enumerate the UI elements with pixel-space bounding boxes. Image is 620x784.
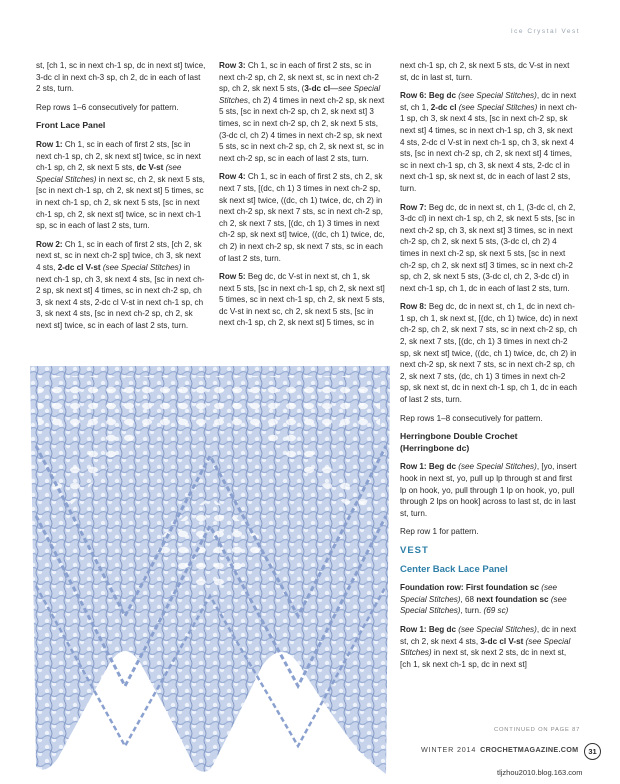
note: (see Special Stitches): [455, 91, 537, 101]
note: (see Special Stitches): [36, 163, 182, 184]
row-label: Row 4:: [219, 172, 246, 182]
row-label: Row 3:: [219, 61, 246, 70]
text: , ch 2) 4 times in next ch-2 sp, sk next 5 sts, [sc in next ch-2 sp, ch 2, sk next st] 3 times, sc in next ch-2 sp, ch 2, sk next 5 sts, (3-dc cl, ch 2) 4 times in next ch-2 sp, sk next 5 sts, sc in next ch-2 sp, ch 2, sk next st, sc in next ch-2 sp, sc in each of last 2 sts, turn.: [219, 95, 385, 163]
note: (see Special Stitches): [455, 624, 537, 634]
section-heading-front-lace-panel: Front Lace Panel: [36, 120, 106, 131]
herringbone-row-1: [400, 461, 578, 519]
row-3-instructions: [219, 60, 385, 164]
foundation-row: [400, 582, 578, 617]
stitch-term: 3-dc cl: [304, 84, 331, 94]
text: Beg dc, dc V-st in next st, ch 1, sk next 5 sts, [sc in next ch-1 sp, ch 2, sk next st] 5 times, sc in next ch-1 sp, ch 2, sk next 5 sts, dc V-st in next sc, ch 2, sk next 5 sts, [sc in next ch-1 sp, ch 2, sk next st] 5 times, sc in: [219, 272, 385, 328]
section-heading-vest: VEST: [400, 544, 429, 556]
paragraph: next ch-1 sp, ch 2, sk next 5 sts, dc V-st in next st, dc in last st, turn.: [400, 61, 570, 82]
row-7-instructions: [400, 202, 578, 295]
continued-note: CONTINUED ON PAGE 87: [494, 727, 581, 733]
row-6-instructions: [400, 90, 578, 194]
watermark: tljzhou2010.blog.163.com: [497, 768, 583, 777]
text: Ch 1, sc in each of first 2 sts, sc in next ch-2 sp, ch 2, sk next st, sc in next ch-2 sp, ch 2, sk next 5 sts, (: [219, 61, 379, 94]
row-label: Row 1: Beg dc: [400, 624, 456, 634]
text: Beg dc, dc in next st, ch 1, dc in next ch-1 sp, ch 1, sk next st, [(dc, ch 1) twice, dc) in next ch-2 sp, ch 2, sk next 7 sts, sc in next ch-2 sp, ch 2, sk next 7 sts, [(dc, ch 1) 3 times in next ch-2 sp, sk next st] twice, ((dc, ch 1) twice, dc, ch 2) in next ch-2 sp, sk next 7 sts, sc in next ch-2 sp, ch 2, sk next 7 sts, (dc, ch 1) 3 times in next ch-2 sp, sk next st, dc in next ch-1 sp, ch 1, dc in each of last 2 sts, turn.: [400, 302, 578, 405]
row-label: Row 7:: [400, 202, 427, 212]
column-2: [219, 60, 385, 336]
stitch-term: 3-dc cl V-st: [480, 636, 524, 646]
text: , [yo, insert hook in next st, yo, pull up lp through st and first lp on hook, yo, pull through 1 lp on hook, yo, pull through 2 lps on hook] across to last st, dc in last st, turn.: [400, 462, 577, 518]
text: , dc in next st, ch 2, sk next 4 sts,: [400, 624, 577, 646]
text: in next ch-1 sp, ch 3, sk next 4 sts, [sc in next ch-2 sp, sk next st] 4 times, sc in next ch-1 sp, ch 3, sk next 4 sts, 2-dc cl V-st in next ch-1 sp, ch 3, sk next 4 sts, [sc in next ch-2 sp, ch 2, sk next st] 4 times, sc in next ch-1 sp, ch 3, sk next 4 sts, 2-dc cl in next ch-1 sp, sk next st, dc in each of last 2 sts, turn.: [400, 102, 578, 193]
text: in next st, sk next 2 sts, dc in next st, [ch 1, sk next ch-1 sp, dc in next st]: [400, 648, 567, 669]
paragraph: Rep rows 1–6 consecutively for pattern.: [36, 102, 179, 112]
row-4-instructions: [219, 171, 385, 264]
row-1-instructions: [36, 139, 206, 232]
row-label: Row 8:: [400, 302, 427, 312]
paragraph: Rep row 1 for pattern.: [400, 527, 479, 537]
text: in next sc, ch 2, sk next 5 sts, [sc in next ch-1 sp, ch 2, sk next st] 5 times, sc in next ch-1 sp, ch 2, sk next 5 sts, [sc in next ch-1 sp, ch 2, sk next st] twice, sc in next ch-1 sp, sc in each of last 2 sts, turn.: [36, 174, 205, 231]
note: (see Special Stitches): [100, 262, 182, 272]
text: Beg dc, dc in next st, ch 1, (3-dc cl, ch 2, 3-dc cl) in next ch-1 sp, ch 2, sk next 5 sts, [sc in next ch-2 sp, ch 3, sk next st] 3 times, sc in next ch-2 sp, ch 2, sk next 5 sts, (3-dc cl, ch 2) 4 times in next ch-2 sp, sk next 5 sts, [sc in next ch-2 sp, ch 2, sk next st] 3 times, sc in next ch-2 sp, ch 2, sk next 5 sts, (3-dc cl, ch 2, 3-dc cl) in next ch-1 sp, ch 1, dc in each of last 2 sts, turn.: [400, 202, 576, 293]
note: (see Special Stitches): [400, 636, 571, 658]
note: —see Special Stitches: [219, 84, 381, 105]
issue-season: WINTER 2014: [421, 745, 477, 754]
page-number: 31: [584, 743, 601, 760]
row-label: Foundation row: First foundation sc: [400, 583, 540, 593]
note: (see Special Stitches): [400, 583, 558, 604]
row-5-instructions: [219, 271, 385, 329]
row-label: Row 1: Beg dc: [400, 462, 456, 472]
row-2-instructions: [36, 239, 206, 332]
stitch-term: dc V-st: [136, 163, 164, 173]
note: (see Special Stitches): [400, 594, 567, 616]
heading-line: Herringbone Double Crochet: [400, 431, 518, 442]
text: , turn.: [460, 606, 484, 616]
text: Ch 1, sc in each of first 2 sts, [ch 2, sk next st, sc in next ch-2 sp] twice, ch 3, sk next 4 sts,: [36, 239, 202, 272]
column-1: [36, 60, 206, 338]
stitch-term: 2-dc cl V-st: [57, 262, 101, 272]
row-label: Row 1:: [36, 139, 63, 149]
column-3: [400, 60, 578, 677]
text: , dc in next st, ch 1,: [400, 91, 577, 112]
row-label: Row 6: Beg dc: [400, 91, 456, 101]
row-label: Row 2:: [36, 239, 63, 249]
text: Ch 1, sc in each of first 2 sts, ch 2, sk next 7 sts, [(dc, ch 1) 3 times in next ch-2 sp, sk next st] twice, ((dc, ch 1) twice, dc, ch 2) in next ch-2 sp, sk next 7 sts, sc in next ch-2 sp, ch 2, sk next 7 sts, [(dc, ch 1) 3 times in next ch-2 sp, sk next st] twice, ((dc, ch 1) twice, dc, ch 2) in next ch-2 sp, sk next 7 sts, sc in each of last 2 sts, turn.: [219, 172, 385, 263]
stitch-term: 2-dc cl: [430, 102, 457, 112]
paragraph: st, [ch 1, sc in next ch-1 sp, dc in next st] twice, 3-dc cl in next ch-3 sp, ch 2, dc in each of last 2 sts, turn.: [36, 61, 206, 94]
paragraph: Rep rows 1–8 consecutively for pattern.: [400, 413, 543, 423]
footer: [421, 745, 578, 754]
text: Ch 1, sc in each of first 2 sts, [sc in next ch-1 sp, ch 2, sk next st] twice, sc in next ch-1 sp, ch 2, sk next 5 sts,: [36, 139, 201, 173]
heading-line: (Herringbone dc): [400, 442, 470, 453]
section-heading-herringbone: [400, 431, 578, 454]
text: , 68: [460, 594, 477, 604]
row-label: Row 5:: [219, 272, 246, 282]
row-8-instructions: [400, 301, 578, 405]
stitch-term: next foundation sc: [476, 594, 549, 604]
text: in next ch-1 sp, ch 3, sk next 4 sts, [sc in next ch-2 sp, sk next st] 4 times, sc in next ch-2 sp, ch 3, sk next 4 sts, 2-dc cl V-st in next ch-1 sp, ch 3, sk next 4 sts, [sc in next ch-2 sp, ch 2, sk next st] twice, sc in each of last 2 sts, turn.: [36, 262, 205, 330]
center-back-row-1: [400, 624, 578, 670]
magazine-site: CROCHETMAGAZINE.COM: [480, 745, 579, 754]
note: (see Special Stitches): [455, 462, 537, 472]
lace-swatch-photo: [30, 366, 390, 784]
stitch-count: (69 sc): [483, 606, 509, 616]
note: (see Special Stitches): [456, 102, 538, 112]
section-heading-center-back: Center Back Lace Panel: [400, 563, 508, 575]
running-head: Ice Crystal Vest: [510, 28, 580, 35]
